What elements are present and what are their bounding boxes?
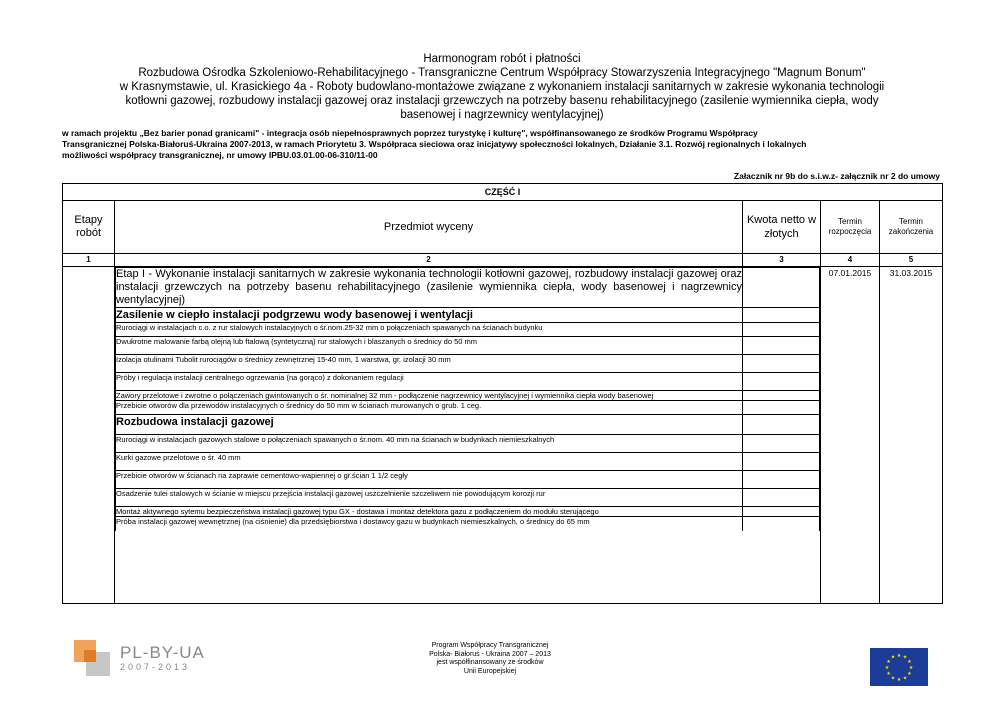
- table-row: [116, 489, 820, 507]
- amount-cell[interactable]: [743, 391, 820, 401]
- amount-cell[interactable]: [743, 435, 820, 453]
- table-row: [116, 517, 820, 532]
- column-number: 2: [115, 254, 743, 267]
- amount-cell[interactable]: [743, 268, 820, 308]
- table-row: [116, 471, 820, 489]
- footer-line: Unii Europejskiej: [463, 667, 517, 675]
- eu-star-icon: ★: [896, 653, 902, 659]
- section-label: CZĘŚĆ I: [63, 184, 943, 201]
- item-description: Dwukrotne malowanie farbą olejną lub ftalową (syntetyczną) rur stalowych i blaszanych o średnicy do 50 mm: [116, 337, 743, 355]
- item-description: Próby i regulacja instalacji centralnego ogrzewania (na gorąco) z dokonaniem regulacji: [116, 373, 743, 391]
- amount-cell[interactable]: [743, 517, 820, 532]
- amount-cell[interactable]: [743, 507, 820, 517]
- header-line: kotłowni gazowej, rozbudowy instalacji gazowej oraz instalacji grzewczych na potrzeby basenu rehabilitacyjnego (zasilenie wymiennika ciepła, wody: [125, 95, 879, 107]
- eu-star-icon: ★: [902, 654, 908, 661]
- amount-cell[interactable]: [743, 489, 820, 507]
- table-row: [116, 323, 820, 337]
- amount-cell[interactable]: [743, 355, 820, 373]
- table-row: [116, 355, 820, 373]
- intro-line: Transgranicznej Polska-Białoruś-Ukraina 2007-2013, w ramach Priorytetu 3. Współpraca sieciowa oraz inicjatywy społeczności lokalnych, Działanie 3.1. Rozwój regionalnych i lokalnych: [62, 139, 807, 149]
- table-row: [116, 453, 820, 471]
- items-list: [115, 267, 820, 531]
- attachment-note: Załacznik nr 9b do s.i.w.z- załącznik nr 2 do umowy: [733, 171, 940, 181]
- table-row: [116, 507, 820, 517]
- eu-star-icon: ★: [886, 659, 891, 665]
- logo-years-text: 2007-2013: [120, 662, 191, 672]
- item-description: Montaż aktywnego sytemu bezpieczeństwa instalacji gazowej typu GX - dostawa i montaż detektora gazu z podłączeniem do modułu sterującego: [116, 507, 743, 517]
- intro-line: możliwości współpracy transgranicznej, nr umowy IPBU.03.01.00-06-310/11-00: [62, 150, 378, 160]
- column-number: 1: [63, 254, 115, 267]
- table-row: [116, 415, 820, 435]
- eu-star-icon: ★: [884, 665, 890, 671]
- eu-flag-icon: [870, 648, 928, 686]
- intro-line: w ramach projektu „Bez barier ponad granicami" - integracja osób niepełnosprawnych poprzez turystykę i kulturę", współfinansowanego ze środków Programu Współpracy: [62, 128, 758, 138]
- amount-cell[interactable]: [743, 373, 820, 391]
- eu-star-icon: ★: [907, 671, 912, 677]
- eu-star-icon: ★: [890, 654, 896, 661]
- end-date: 31.03.2015: [880, 267, 943, 604]
- table-row: [116, 337, 820, 355]
- header-termin-start: Termin rozpoczęcia: [821, 201, 880, 254]
- section-title: Zasilenie w ciepło instalacji podgrzewu wody basenowej i wentylacji: [116, 308, 743, 323]
- start-date: 07.01.2015: [821, 267, 880, 604]
- header-kwota: Kwota netto w złotych: [743, 201, 821, 254]
- eu-star-icon: ★: [902, 675, 908, 682]
- items-cell: [115, 267, 821, 604]
- amount-cell[interactable]: [743, 323, 820, 337]
- schedule-table: [62, 183, 943, 604]
- amount-cell[interactable]: [743, 308, 820, 323]
- header-line: basenowej i nagrzewnicy wentylacyjnej): [400, 109, 604, 121]
- item-description: Osadzenie tulei stalowych w ścianie w miejscu przejścia instalacji gazowej uszczelnienie szczeliwem nie powodującym korozji rur: [116, 489, 743, 507]
- section-title: Rozbudowa instalacji gazowej: [116, 415, 743, 435]
- eu-star-icon: ★: [896, 677, 902, 683]
- item-description: Próba instalacji gazowej wewnętrznej (na ciśnienie) dla przedsiębiorstwa i dostawcy gazu w budynkach niemieszkalnych, o średnicy do 65 mm: [116, 517, 743, 532]
- header-line: Rozbudowa Ośrodka Szkoleniowo-Rehabilitacyjnego - Transgraniczne Centrum Współpracy Stowarzyszenia Integracyjnego "Magnum Bonum": [138, 67, 866, 79]
- amount-cell[interactable]: [743, 337, 820, 355]
- program-logo: [74, 640, 205, 676]
- eu-star-icon: ★: [890, 675, 896, 682]
- header-line: w Krasnymstawie, ul. Krasickiego 4a - Roboty budowlano-montażowe związane z wykonaniem instalacji sanitarnych w zakresie wykonania technologii: [119, 81, 885, 93]
- footer-line: Polska- Białoruś - Ukraina 2007 – 2013: [429, 650, 551, 658]
- etap-cell: [63, 267, 115, 604]
- amount-cell[interactable]: [743, 453, 820, 471]
- logo-main-text: PL-BY-UA: [120, 643, 205, 662]
- eu-star-icon: ★: [886, 671, 891, 677]
- table-row: [116, 373, 820, 391]
- item-description: Przebicie otworów w ścianach na zaprawie cementowo-wapiennej o gr.ścian 1 1/2 cegły: [116, 471, 743, 489]
- footer-line: jest współfinansowany ze środków: [436, 659, 544, 666]
- program-footer-text: [380, 642, 600, 676]
- table-row: [116, 391, 820, 401]
- column-number: 5: [880, 254, 943, 267]
- item-description: Rurociągi w instalacjach c.o. z rur stalowych instalacyjnych o śr.nom.25-32 mm o połączeniach spawanych na ścianach budynku: [116, 323, 743, 337]
- logo-mark-icon: [74, 640, 110, 676]
- table-row: [116, 435, 820, 453]
- amount-cell[interactable]: [743, 471, 820, 489]
- table-row: [116, 308, 820, 323]
- footer-line: Program Współpracy Transgranicznej: [431, 642, 549, 649]
- eu-star-icon: ★: [907, 659, 912, 665]
- project-intro: [62, 128, 942, 161]
- header-line: Harmonogram robót i płatności: [423, 53, 581, 65]
- table-row: [116, 401, 820, 415]
- etap-title: Etap I - Wykonanie instalacji sanitarnych w zakresie wykonania technologii kotłowni gazowej, rozbudowy instalacji gazowej oraz instalacji grzewczych na potrzeby basenu rehabilitacyjnego (zasilenie wymiennika ciepła, wody basenowej i nagrzewnicy wentylacyjnej): [116, 268, 742, 306]
- item-description: Rurociągi w instalacjach gazowych stalowe o połączeniach spawanych o śr.nom. 40 mm na ścianach w budynkach niemieszkalnych: [116, 435, 743, 453]
- document-header: [62, 52, 942, 122]
- eu-star-icon: ★: [908, 665, 914, 671]
- column-number: 3: [743, 254, 821, 267]
- table-row: [116, 268, 820, 308]
- amount-cell[interactable]: [743, 401, 820, 415]
- item-description: Przebicie otworów dla przewodów instalacyjnych o średnicy do 50 mm w ścianach murowanych o grub. 1 ceg.: [116, 401, 743, 415]
- item-description: Zawory przelotowe i zwrotne o połączeniach gwintowanych o śr. nominalnej 32 mm - podłączenie nagrzewnicy wentylacyjnej i wymiennika ciepła wody basenowej: [116, 391, 743, 401]
- header-przedmiot: Przedmiot wyceny: [115, 201, 743, 254]
- column-number: 4: [821, 254, 880, 267]
- header-termin-end: Termin zakończenia: [880, 201, 943, 254]
- item-description: Izolacja otulinami Tubolit rurociągów o średnicy zewnętrznej 15-40 mm, 1 warstwa, gr. izolacji 30 mm: [116, 355, 743, 373]
- header-etapy: Etapy robót: [63, 201, 115, 254]
- amount-cell[interactable]: [743, 415, 820, 435]
- item-description: Kurki gazowe przelotowe o śr. 40 mm: [116, 453, 743, 471]
